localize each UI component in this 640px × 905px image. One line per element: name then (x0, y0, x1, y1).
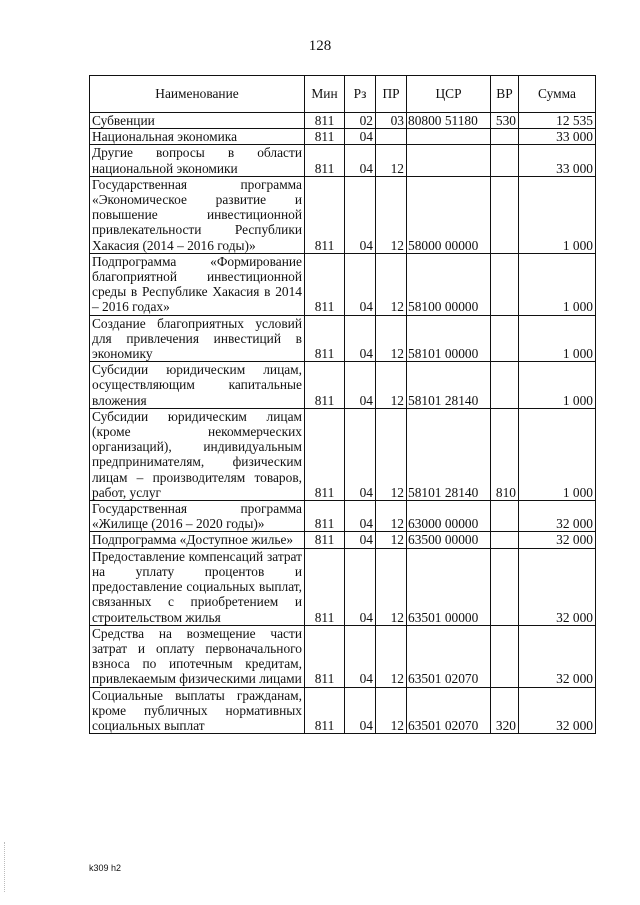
cell-rz: 04 (345, 532, 376, 548)
cell-pr: 03 (376, 113, 407, 129)
table-row (90, 501, 596, 532)
cell-rz: 04 (345, 176, 376, 253)
cell-vr: 530 (491, 113, 519, 129)
cell-csr: 80800 51180 (407, 113, 491, 129)
cell-vr (491, 548, 519, 625)
table-row (90, 145, 596, 176)
cell-name: Социальные выплаты гражданам, кроме публичных нормативных социальных выплат (90, 687, 305, 734)
cell-sum: 32 000 (519, 548, 596, 625)
cell-csr: 58101 00000 (407, 315, 491, 362)
cell-vr (491, 625, 519, 687)
cell-name: Государственная программа «Жилище (2016 – 2020 годы)» (90, 501, 305, 532)
cell-name: Субсидии юридическим лицам (кроме некоммерческих организаций), индивидуальным предпринимателям, физическим лицам – производителям товаров, работ, услуг (90, 408, 305, 500)
cell-vr (491, 501, 519, 532)
cell-vr: 810 (491, 408, 519, 500)
cell-vr (491, 129, 519, 145)
cell-sum: 32 000 (519, 501, 596, 532)
cell-rz: 04 (345, 501, 376, 532)
cell-pr: 12 (376, 408, 407, 500)
cell-rz: 02 (345, 113, 376, 129)
cell-pr: 12 (376, 532, 407, 548)
table-row (90, 532, 596, 548)
cell-name: Другие вопросы в области национальной экономики (90, 145, 305, 176)
cell-vr (491, 362, 519, 409)
table-body (90, 113, 596, 734)
cell-csr: 58100 00000 (407, 253, 491, 315)
cell-pr: 12 (376, 501, 407, 532)
page-number: 128 (308, 38, 332, 54)
cell-sum: 32 000 (519, 687, 596, 734)
cell-pr: 12 (376, 253, 407, 315)
cell-rz: 04 (345, 145, 376, 176)
cell-csr: 63501 02070 (407, 625, 491, 687)
cell-vr (491, 315, 519, 362)
cell-name: Субвенции (90, 113, 305, 129)
header-min: Мин (305, 76, 345, 113)
cell-sum: 12 535 (519, 113, 596, 129)
cell-min: 811 (305, 687, 345, 734)
table-header-row (90, 76, 596, 113)
cell-rz: 04 (345, 315, 376, 362)
budget-table (89, 75, 596, 734)
cell-csr (407, 129, 491, 145)
table-row (90, 408, 596, 500)
table-row (90, 687, 596, 734)
cell-min: 811 (305, 362, 345, 409)
cell-sum: 33 000 (519, 145, 596, 176)
cell-csr: 63501 02070 (407, 687, 491, 734)
cell-vr: 320 (491, 687, 519, 734)
cell-vr (491, 253, 519, 315)
header-csr: ЦСР (407, 76, 491, 113)
cell-name: Субсидии юридическим лицам, осуществляющим капитальные вложения (90, 362, 305, 409)
cell-rz: 04 (345, 362, 376, 409)
table-row (90, 113, 596, 129)
cell-min: 811 (305, 113, 345, 129)
cell-min: 811 (305, 129, 345, 145)
cell-sum: 1 000 (519, 362, 596, 409)
cell-pr (376, 129, 407, 145)
cell-pr: 12 (376, 687, 407, 734)
cell-rz: 04 (345, 408, 376, 500)
cell-sum: 33 000 (519, 129, 596, 145)
cell-pr: 12 (376, 548, 407, 625)
cell-sum: 32 000 (519, 625, 596, 687)
cell-sum: 1 000 (519, 408, 596, 500)
cell-name: Подпрограмма «Доступное жилье» (90, 532, 305, 548)
cell-min: 811 (305, 176, 345, 253)
header-pr: ПР (376, 76, 407, 113)
cell-pr: 12 (376, 176, 407, 253)
cell-pr: 12 (376, 145, 407, 176)
header-name: Наименование (90, 76, 305, 113)
cell-csr: 58000 00000 (407, 176, 491, 253)
table-row (90, 176, 596, 253)
cell-name: Национальная экономика (90, 129, 305, 145)
table-row (90, 362, 596, 409)
cell-sum: 1 000 (519, 253, 596, 315)
cell-name: Предоставление компенсаций затрат на уплату процентов и предоставление социальных выплат, связанных с приобретением и строительством жилья (90, 548, 305, 625)
cell-rz: 04 (345, 548, 376, 625)
cell-name: Государственная программа «Экономическое развитие и повышение инвестиционной привлекательности Республики Хакасия (2014 – 2016 годы)» (90, 176, 305, 253)
cell-rz: 04 (345, 253, 376, 315)
table-row (90, 129, 596, 145)
cell-name: Средства на возмещение части затрат и оплату первоначального взноса по ипотечным кредитам, привлекаемым физическими лицами (90, 625, 305, 687)
cell-csr: 58101 28140 (407, 362, 491, 409)
cell-pr: 12 (376, 362, 407, 409)
cell-pr: 12 (376, 625, 407, 687)
cell-rz: 04 (345, 625, 376, 687)
cell-csr: 63500 00000 (407, 532, 491, 548)
cell-sum: 1 000 (519, 315, 596, 362)
cell-sum: 1 000 (519, 176, 596, 253)
cell-name: Подпрограмма «Формирование благоприятной инвестиционной среды в Республике Хакасия в 2014 – 2016 годах» (90, 253, 305, 315)
cell-min: 811 (305, 625, 345, 687)
cell-sum: 32 000 (519, 532, 596, 548)
cell-name: Создание благоприятных условий для привлечения инвестиций в экономику (90, 315, 305, 362)
cell-vr (491, 176, 519, 253)
table-row (90, 548, 596, 625)
cell-vr (491, 145, 519, 176)
cell-csr: 58101 28140 (407, 408, 491, 500)
header-sum: Сумма (519, 76, 596, 113)
scan-edge-marks (4, 842, 7, 892)
cell-rz: 04 (345, 687, 376, 734)
header-rz: Рз (345, 76, 376, 113)
cell-rz: 04 (345, 129, 376, 145)
cell-min: 811 (305, 315, 345, 362)
table-row (90, 315, 596, 362)
cell-min: 811 (305, 145, 345, 176)
footer-code: k309 h2 (89, 863, 122, 873)
cell-pr: 12 (376, 315, 407, 362)
cell-min: 811 (305, 501, 345, 532)
cell-csr: 63501 00000 (407, 548, 491, 625)
table-row (90, 253, 596, 315)
cell-csr (407, 145, 491, 176)
cell-min: 811 (305, 408, 345, 500)
cell-csr: 63000 00000 (407, 501, 491, 532)
header-vr: ВР (491, 76, 519, 113)
cell-min: 811 (305, 532, 345, 548)
cell-vr (491, 532, 519, 548)
cell-min: 811 (305, 253, 345, 315)
cell-min: 811 (305, 548, 345, 625)
table-row (90, 625, 596, 687)
